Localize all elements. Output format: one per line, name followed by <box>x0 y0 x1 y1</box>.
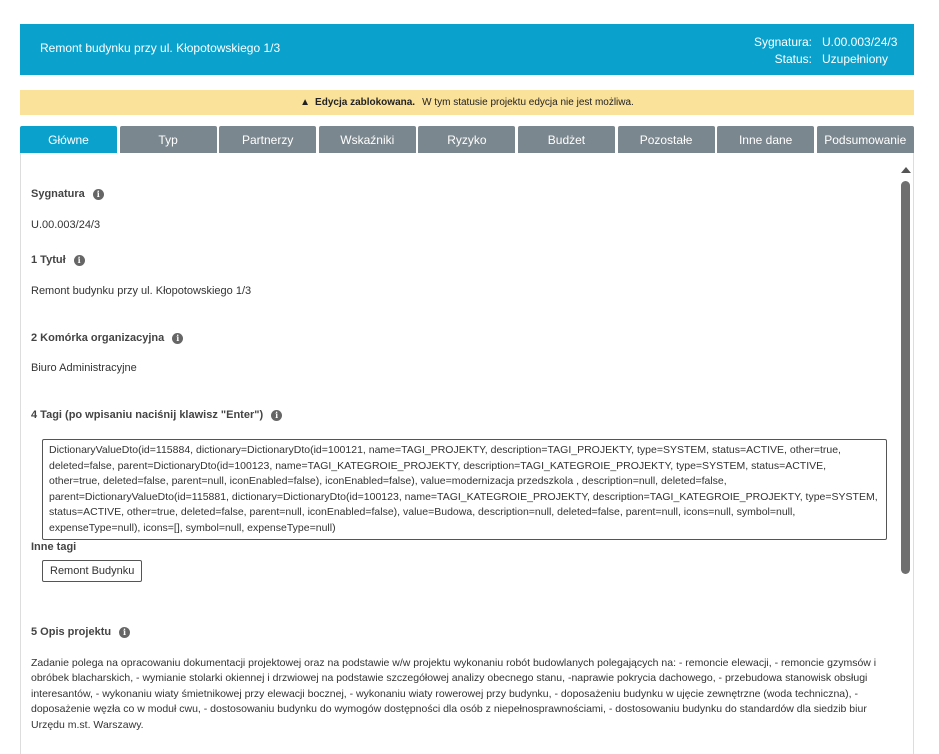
tab-budzet[interactable]: Budżet <box>518 126 615 153</box>
tab-partnerzy[interactable]: Partnerzy <box>219 126 316 153</box>
tag-chip[interactable]: Remont Budynku <box>42 560 142 582</box>
signature-field-value: U.00.003/24/3 <box>31 219 101 231</box>
signature-label: Sygnatura: <box>753 35 812 49</box>
title-field-value: Remont budynku przy ul. Kłopotowskiego 1/3 <box>31 285 252 297</box>
banner-text: W tym statusie projektu edycja nie jest możliwa. <box>422 97 634 108</box>
tab-pozostale[interactable]: Pozostałe <box>618 126 715 153</box>
tab-inne-dane[interactable]: Inne dane <box>717 126 814 153</box>
project-title: Remont budynku przy ul. Kłopotowskiego 1/3 <box>40 41 281 55</box>
warning-icon: ▲ <box>300 97 311 108</box>
tab-bar <box>20 126 914 153</box>
unit-field-value: Biuro Administracyjne <box>31 362 137 374</box>
banner-bold-text: Edycja zablokowana. <box>315 97 416 108</box>
tab-typ[interactable]: Typ <box>120 126 217 153</box>
tab-ryzyko[interactable]: Ryzyko <box>418 126 515 153</box>
info-icon[interactable]: i <box>74 255 85 266</box>
status-value: Uzupełniony <box>822 52 889 66</box>
tab-wskazniki[interactable]: Wskaźniki <box>319 126 416 153</box>
tab-glowne[interactable]: Główne <box>20 126 117 153</box>
unit-field-label <box>31 332 183 344</box>
info-icon[interactable]: i <box>172 333 183 344</box>
other-tags-label: Inne tagi <box>31 541 77 553</box>
title-field-label <box>31 254 85 266</box>
tags-field-label <box>31 409 282 421</box>
project-meta <box>753 34 898 68</box>
info-icon[interactable]: i <box>119 627 130 638</box>
description-field-value: Zadanie polega na opracowaniu dokumentacji projektowej oraz na podstawie w/w projektu wykonaniu robót budowlanych polegających na: - remoncie elewacji, - remoncie gzymsów i obróbek blacharskich, - wymianie stolarki okiennej i drzwiowej na podstawie szczegółowej analizy obecnego stanu, -naprawie pokrycia dachowego, - przebudowa stanowisk obsługi interesantów, - wykonaniu wiaty śmietnikowej przy elewacji bocznej, - wykonaniu wiaty rowerowej przy budynku, - doposażeniu budynku w ujęcie zewnętrzne (woda techniczna), - doposażenie węzła co w moduł cwu, - dostosowaniu budynku do wymogów dostępności dla osób z niepełnosprawnościami, - dostosowaniu budynku do standardów dla siedzib biur Urzędu m.st. Warszawy. <box>31 657 877 731</box>
tab-podsumowanie[interactable]: Podsumowanie <box>817 126 914 153</box>
scroll-up-arrow-icon[interactable] <box>901 167 911 173</box>
scroll-thumb[interactable] <box>901 181 910 574</box>
status-label: Status: <box>774 52 812 66</box>
description-field-label <box>31 626 130 638</box>
vertical-scrollbar[interactable] <box>898 163 914 754</box>
title-field-label-text: 1 Tytuł <box>31 254 66 266</box>
info-icon[interactable]: i <box>93 189 104 200</box>
signature-field-label-text: Sygnatura <box>31 188 85 200</box>
unit-field-label-text: 2 Komórka organizacyjna <box>31 332 165 344</box>
tags-input[interactable]: DictionaryValueDto(id=115884, dictionary=DictionaryDto(id=100121, name=TAGI_PROJEKTY, description=TAGI_PROJEKTY, type=SYSTEM, status=ACTIVE, other=true, deleted=false, parent=DictionaryDto(id=100123, name=TAGI_KATEGROIE_PROJEKTY, description=TAGI_KATEGROIE_PROJEKTY, type=SYSTEM, status=ACTIVE, other=true, deleted=false, parent=null, iconEnabled=false), iconEnabled=false), value=modernizacja przedszkola , description=null, deleted=false, parent=DictionaryValueDto(id=115881, dictionary=DictionaryDto(id=100123, name=TAGI_KATEGROIE_PROJEKTY, description=TAGI_KATEGROIE_PROJEKTY, type=SYSTEM, status=ACTIVE, other=true, deleted=false, parent=null, iconEnabled=false), value=Budowa, description=null, deleted=false, parent=null, icons=null, symbol=null, expenseType=null), icons=[], symbol=null, expenseType=null) <box>42 439 887 540</box>
info-icon[interactable]: i <box>271 410 282 421</box>
tags-field-label-text: 4 Tagi (po wpisaniu naciśnij klawisz "Enter") <box>31 409 264 421</box>
signature-field-label <box>31 188 104 200</box>
description-field-label-text: 5 Opis projektu <box>31 626 112 638</box>
signature-value: U.00.003/24/3 <box>822 35 898 49</box>
project-header <box>20 24 914 75</box>
edit-locked-banner <box>20 90 914 115</box>
